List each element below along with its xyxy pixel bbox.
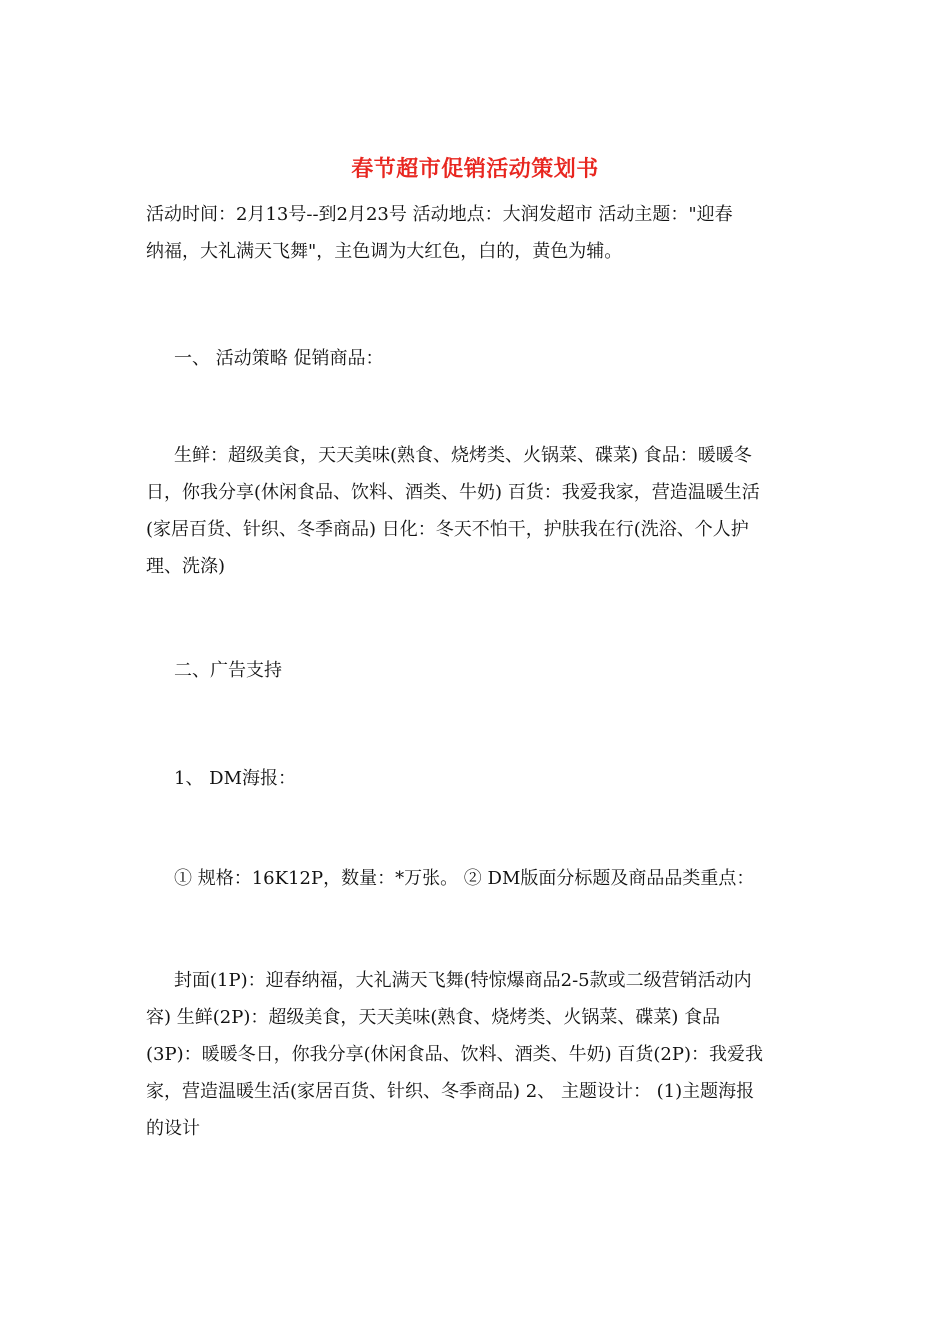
cover-line: 家，营造温暖生活(家居百货、针织、冬季商品) 2、 主题设计： (1)主题海报: [146, 1081, 755, 1102]
cover-line: 封面(1P)：迎春纳福，大礼满天飞舞(特惊爆商品2-5款或二级营销活动内: [174, 970, 752, 991]
spec-line: ① 规格：16K12P，数量：*万张。 ② DM版面分标题及商品品类重点：: [174, 868, 755, 889]
goods-line: (家居百货、针织、冬季商品) 日化：冬天不怕干，护肤我在行(洗浴、个人护: [146, 519, 749, 540]
section2-heading: [146, 652, 810, 689]
section1-heading: [146, 340, 810, 377]
intro-line: 活动时间：2月13号--到2月23号 活动地点：大润发超市 活动主题："迎春: [146, 204, 733, 225]
section2-heading-text: 二、广告支持: [174, 660, 282, 681]
goods-line: 日，你我分享(休闲食品、饮料、酒类、牛奶) 百货：我爱我家，营造温暖生活: [146, 482, 760, 503]
section1-heading-text: 一、 活动策略 促销商品：: [174, 348, 384, 369]
spec-paragraph: [146, 860, 810, 897]
intro-paragraph: [146, 196, 810, 270]
dm-heading: [146, 760, 810, 797]
goods-line: 理、洗涤): [146, 556, 226, 577]
cover-line: 容) 生鲜(2P)：超级美食，天天美味(熟食、烧烤类、火锅菜、碟菜) 食品: [146, 1007, 721, 1028]
dm-heading-text: 1、 DM海报：: [174, 768, 297, 789]
document-title: 春节超市促销活动策划书: [351, 156, 599, 182]
intro-line: 纳福，大礼满天飞舞"，主色调为大红色，白的，黄色为辅。: [146, 241, 623, 262]
cover-paragraph: [146, 962, 810, 1147]
goods-paragraph: [146, 437, 810, 585]
cover-line: (3P)：暖暖冬日，你我分享(休闲食品、饮料、酒类、牛奶) 百货(2P)：我爱我: [146, 1044, 763, 1065]
cover-line: 的设计: [146, 1118, 200, 1139]
goods-line: 生鲜：超级美食，天天美味(熟食、烧烤类、火锅菜、碟菜) 食品：暖暖冬: [174, 445, 752, 466]
